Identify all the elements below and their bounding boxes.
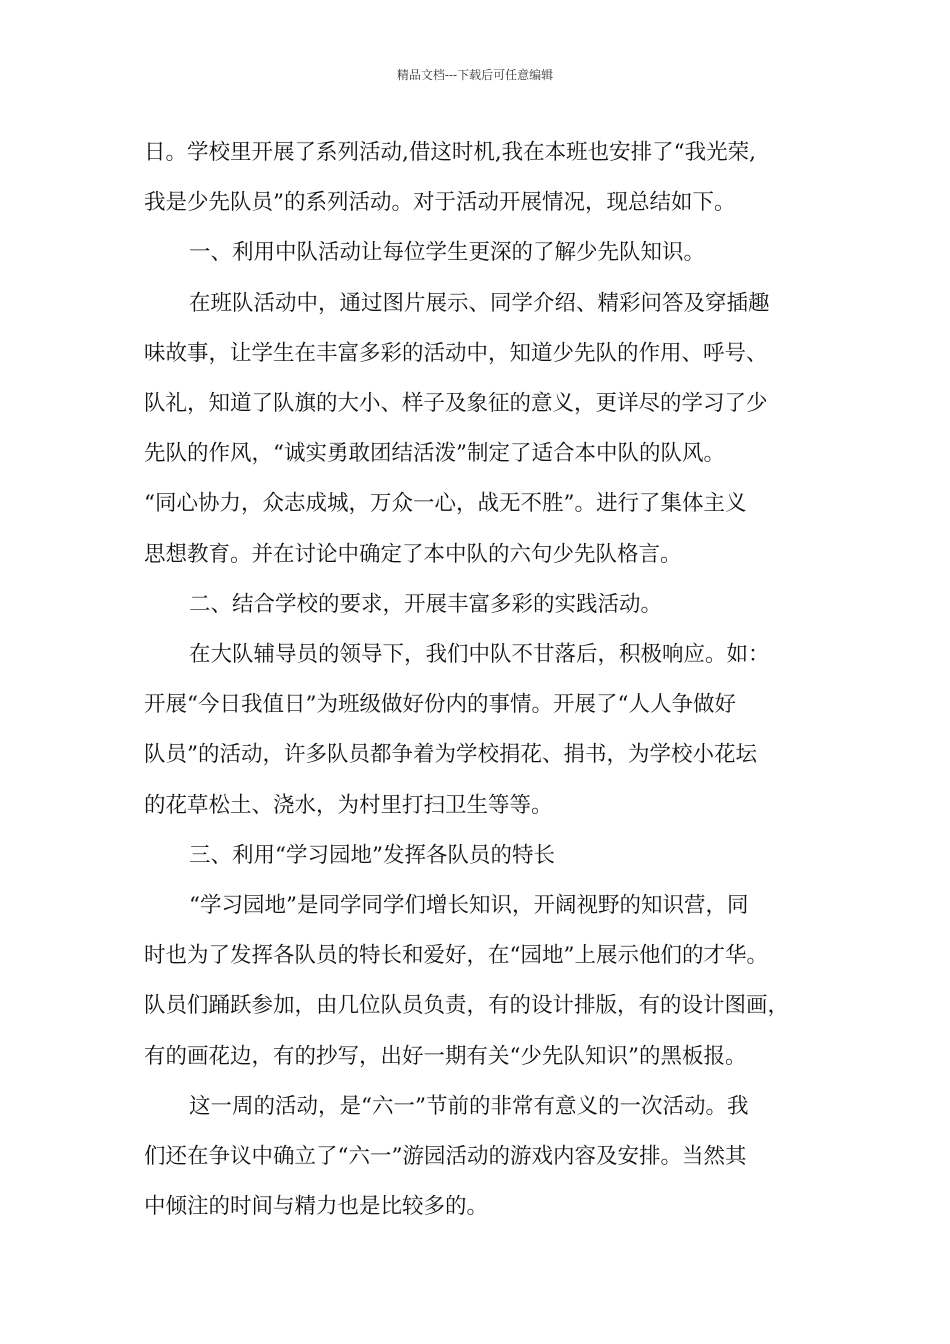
text-line: 一、利用中队活动让每位学生更深的了解少先队知识。 bbox=[189, 240, 706, 266]
text-line: 有的画花边，有的抄写，出好一期有关“少先队知识”的黑板报。 bbox=[144, 1043, 747, 1069]
text-line: 们还在争议中确立了“六一”游园活动的游戏内容及安排。当然其 bbox=[144, 1144, 747, 1169]
text-line: 日。学校里开展了系列活动,借这时机,我在本班也安排了“我光荣, bbox=[144, 140, 756, 165]
page-header: 精品文档---下载后可任意编辑 bbox=[396, 68, 554, 82]
text-line: 二、结合学校的要求，开展丰富多彩的实践活动。 bbox=[189, 591, 663, 617]
text-line: 思想教育。并在讨论中确定了本中队的六句少先队格言。 bbox=[144, 541, 682, 567]
text-line: 时也为了发挥各队员的特长和爱好，在“园地”上展示他们的才华。 bbox=[144, 943, 768, 969]
text-line: 的花草松土、浇水，为村里打扫卫生等等。 bbox=[144, 792, 553, 818]
text-line: “同心协力，众志成城，万众一心，战无不胜”。进行了集体主义 bbox=[144, 491, 747, 517]
text-line: 在班队活动中，通过图片展示、同学介绍、精彩问答及穿插趣 bbox=[189, 290, 770, 316]
text-line: 我是少先队员”的系列活动。对于活动开展情况，现总结如下。 bbox=[144, 190, 736, 216]
text-line: 三、利用“学习园地”发挥各队员的特长 bbox=[189, 842, 555, 868]
text-line: 开展“今日我值日”为班级做好份内的事情。开展了“人人争做好 bbox=[144, 692, 736, 718]
text-line: “学习园地”是同学同学们增长知识，开阔视野的知识营，同 bbox=[189, 893, 749, 918]
text-line: 味故事，让学生在丰富多彩的活动中，知道少先队的作用、呼号、 bbox=[144, 340, 768, 366]
text-line: 队礼，知道了队旗的大小、样子及象征的意义，更详尽的学习了少 bbox=[144, 391, 768, 416]
text-line: 这一周的活动，是“六一”节前的非常有意义的一次活动。我 bbox=[189, 1093, 749, 1119]
text-line: 队员”的活动，许多队员都争着为学校捐花、捐书，为学校小花坛 bbox=[144, 742, 757, 768]
text-line: 在大队辅导员的领导下，我们中队不甘落后，积极响应。如： bbox=[189, 642, 770, 667]
text-line: 队员们踊跃参加，由几位队员负责，有的设计排版，有的设计图画， bbox=[144, 993, 790, 1019]
text-line: 先队的作风，“诚实勇敢团结活泼”制定了适合本中队的队风。 bbox=[144, 441, 725, 467]
text-line: 中倾注的时间与精力也是比较多的。 bbox=[144, 1194, 489, 1220]
